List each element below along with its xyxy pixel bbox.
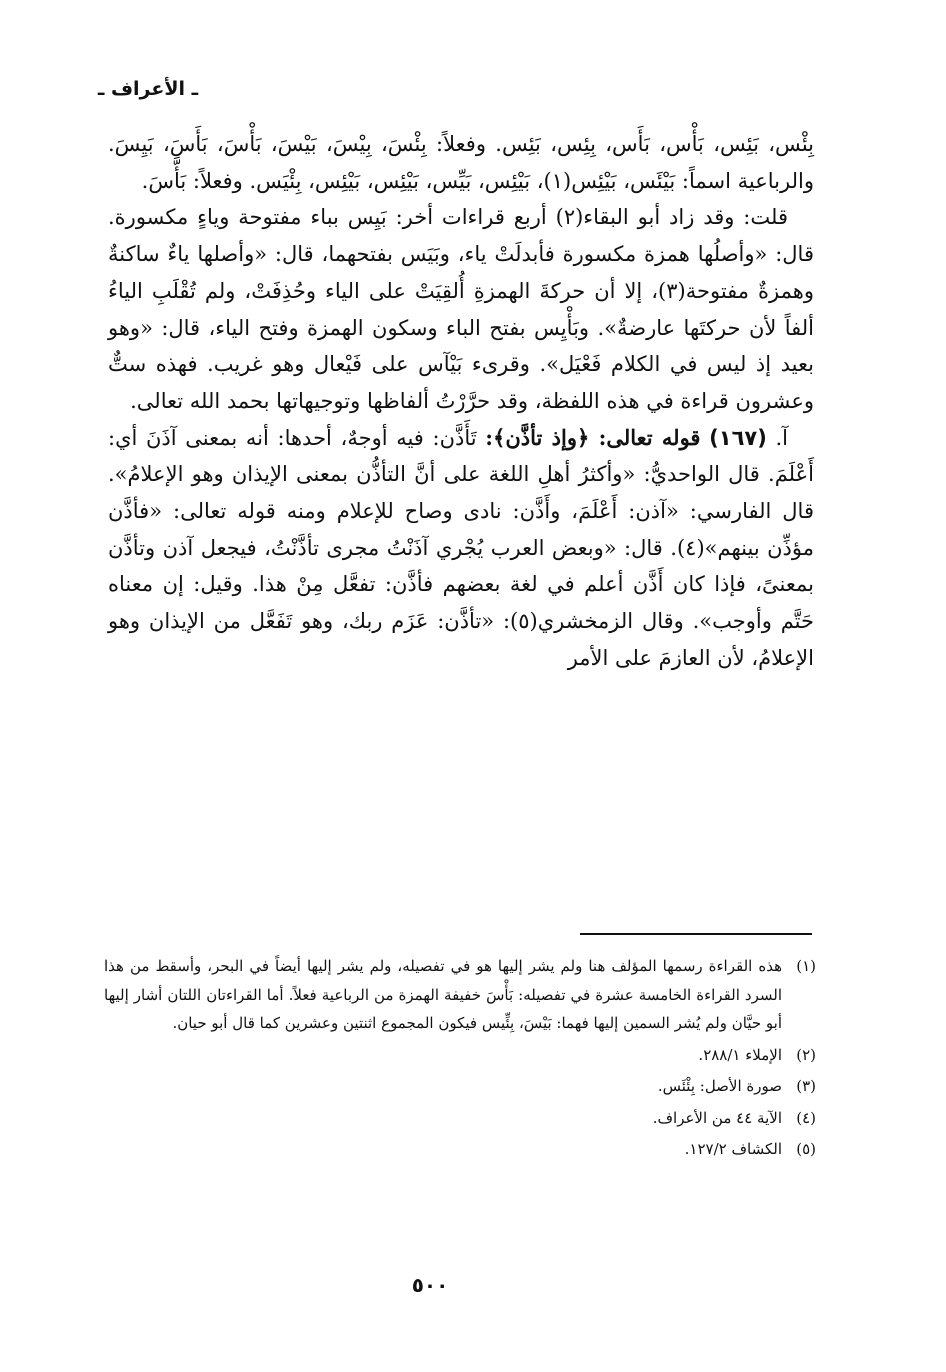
running-head: ـ الأعراف ـ [97, 78, 199, 100]
footnote [104, 1104, 816, 1133]
footnote-text: صورة الأصل: بِئْئَس. [657, 1077, 782, 1095]
footnote-number: (٥) [796, 1140, 816, 1158]
verse-number: (١٦٧) [709, 425, 767, 450]
footnote-number: (١) [796, 957, 816, 975]
footnote-text: الكشاف ١٢٧/٢. [684, 1140, 782, 1158]
footnote-number: (٤) [796, 1108, 816, 1127]
footnote [104, 952, 816, 1038]
main-text [108, 126, 814, 677]
verse-text: تَأَذَّن: فيه أوجهٌ، أحدها: أنه بمعنى آذَنَ أي: أَعْلَمَ. قال الواحديُّ: «وأكثرُ أهلِ اللغة على أنَّ التأذُّن بمعنى الإيذان وهو الإعلامُ». قال الفارسي: «آذن: أَعْلَمَ، وأَذَّن: نادى وصاح للإعلام ومنه قوله تعالى: «فأذَّن مؤذِّن بينهم»(٤). قال: «وبعض العرب يُجْري آذَنْتُ مجرى تأذَّنْتُ، فيجعل آذن وتأذَّن بمعنىً، فإذا كان أَذَّن أعلم في لغة بعضهم فأذَّن: تفعَّل مِنْ هذا. وقيل: إن معناه حَتَّم وأوجب». وقال الزمخشري(٥): «تأذَّن: عَزَم ربك، وهو تَفَعَّل من الإيذان وهو الإعلامُ، لأن العازمَ على الأمر [108, 425, 815, 670]
footnote-text: الآية ٤٤ من الأعراف. [652, 1108, 782, 1127]
verse-lead: قوله تعالى: ﴿وإذ تأذَّن﴾: [485, 424, 701, 450]
page-number: ٥٠٠ [411, 1273, 449, 1297]
footnote-number: (٣) [796, 1077, 816, 1095]
footnote-text: هذه القراءة رسمها المؤلف هنا ولم يشر إليها هو في تفصيله، ولم يشر إليها أيضاً في البحر، وأسقط من هذا السرد القراءة الخامسة عشرة في تفصيله: بَأْسَ خفيفة الهمزة من الرباعية فعلاً. أما القراءتان اللتان أشار إليها أبو حيَّان ولم يُشر السمين إليها فهما: بَيْسَ، بِئِّيس فيكون المجموع اثنتين وعشرين كما قال أبو حيان. [104, 957, 782, 1032]
footnote [104, 1135, 816, 1164]
footnote [104, 1072, 816, 1101]
footnotes [104, 952, 816, 1167]
footnote-divider [580, 933, 812, 935]
footnote-text: الإملاء ٢٨٨/١. [698, 1045, 782, 1064]
footnote-number: (٢) [796, 1045, 816, 1064]
verse-marker: آ. [775, 425, 788, 450]
verse-commentary [108, 420, 814, 677]
paragraph: قلت: وقد زاد أبو البقاء(٢) أربع قراءات أخر: بَيِس بباء مفتوحة وياءٍ مكسورة. قال: «وأصلُها همزة مكسورة فأبدلَتْ ياء، وبَيَس بفتحهما، قال: «وأصلها ياءٌ ساكنةٌ وهمزةٌ مفتوحة(٣)، إلا أن حركةَ الهمزةِ أُلقِيَتْ على الياء وحُذِفَتْ، ولم تُقْلَبِ الياءُ ألفاً لأن حركتَها عارضةٌ». وبَأْيِس بفتح الباء وسكون الهمزة وفتح الياء، قال: «وهو بعيد إذ ليس في الكلام فَعْيَل». وقرىء بَيْآس على فَيْعال وهو غريب. فهذه ستٌّ وعشرون قراءة في هذه اللفظة، وقد حرَّرْتُ ألفاظها وتوجيهاتها بحمد الله تعالى. [108, 205, 814, 413]
footnote [104, 1041, 816, 1070]
paragraph: بِئْس، بَئِس، بَأْس، بَأَس، بِئِس، بَئِس. وفعلاً: بِئْسَ، بِيْسَ، بَيْسَ، بَأْسَ، بَأَسَ، بَيِسَ. والرباعية اسماً: بَيْئَس، بَيْئِس(١)، بَيْئِس، بَيِّس، بَيْئِس، بَيْئِس، بِئْيَس. وفعلاً: بَأَّسَ. [108, 132, 814, 193]
